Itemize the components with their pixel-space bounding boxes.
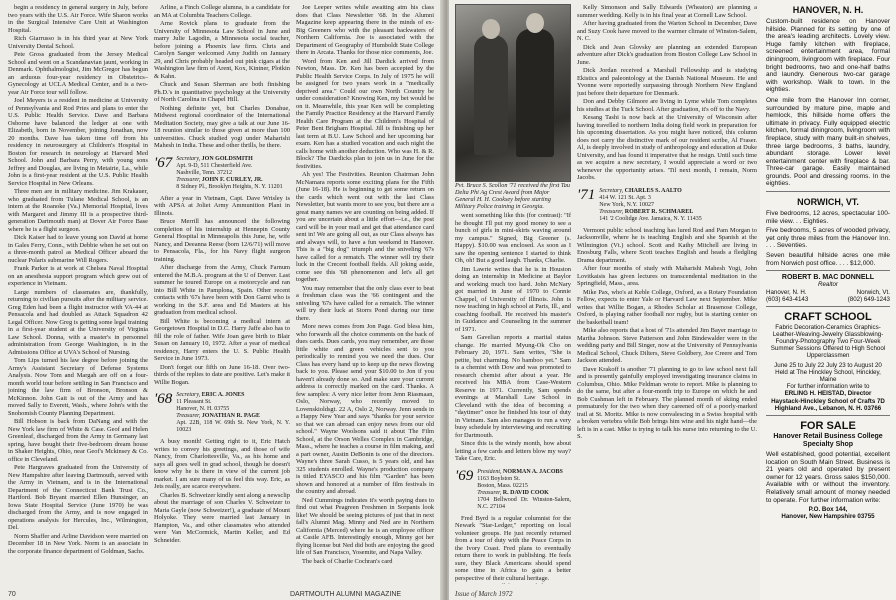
column-3 — [296, 4, 434, 586]
paragraph: Nothing definite yet, but Charles Donahue, Midwest regional coordinator of the International Meditation Society, may give a talk at our June 16-18 reunion similar to those given at more than 100 universities. Chuck studied yogi under Maharishi Mahesh in India. These and other thrills, be there. — [154, 104, 290, 149]
ad-text: Seven beautiful hillside acres one mile from Norwich post office. . . . $12,000. — [766, 252, 890, 267]
realtor-name: ROBERT B. MAC DONNELL — [781, 274, 875, 282]
ad-dates: June 25 to July 22 July 23 to August 20 — [774, 361, 882, 369]
class-officers: Secretary, JON GOLDSMITH Apt. 9-D, 511 Chesterfield Ave. Nashville, Tenn. 37212 Treasurer, JOHN F. CURLEY, JR. 8 Sidney Pl., Brooklyn Heights, N. Y. 11201 — [176, 155, 283, 190]
paragraph: The back of Charlie Cochran's card — [302, 557, 393, 565]
paragraph: Kelly Simonson and Sally Edwards (Wheaton) are planning a summer wedding. Kelly is in his final year at Cornell Law School. — [577, 4, 757, 19]
class-officers: Secretary, ERIC A. JONES 11 Pleasant St. Hanover, N. H. 03755 Treasurer, JONATHAN R. PAGE Apt. 22B, 118 W. 69th St. New York, N. Y. 10023 — [176, 392, 290, 433]
advertisements-column — [760, 0, 896, 600]
class-year: '71 — [577, 186, 596, 203]
person-figure — [474, 35, 508, 155]
paragraph: Charles B. Schweizer kindly sent along a newsclip about the marriage of son Charles V. Schweizer to Maria Gayle (now Schweizer!), a graduate of Mount Holyoke. They were married last January in Hampton, Va., and other classmates who attended were Van McCormick, Martin Keller, and Ed Schneider. — [154, 491, 290, 544]
ad-text: Five bedrooms, 5 acres of wooded privacy, yet only three miles from the Hanover Inn. . . . Seventies. — [766, 227, 890, 250]
column-1 — [8, 4, 148, 586]
paragraph: Rich Giarrusso is in his third year at New York University Dental School. — [8, 35, 148, 50]
paragraph: Bill White is becoming a medical intern at Georgetown Hospital in D.C. Harry Jaffe also has to fill the role of father. Wife Joan gave birth to Blair Susan on January 10, 1972. After a year of medical residency, Harry enters the U. S. Public Health Service in June 1973. — [154, 317, 290, 362]
paragraph: Jim Lawrie writes that he is in Houston doing an internship in Medicine at Baylor and working much too hard. John McNary got married in June of 1970 to Connie Chappel, of University of Illinois. John is now teaching in high school at Paris, Ill., and coaching football. He received his master's in Guidance and Counseling in the summer of 1971. — [455, 265, 571, 333]
paragraph: Joel Meyers is a resident in medicine at University of Pennsylvania and Rod Pries and plans to enter the U.S. Public Health Service. Dave and Barbara Osborne have balanced the ledger at one with Elizabeth, born in November, joining Jonathan, now 20 months. Dave has taken time off from his residency in neurosurgery at Children's Hospital in Boston for research in neurology at Harvard Med School. John and Barbara Perry, with young sons Jeffrey and Douglas, are living in Metairie, La., while John is a first-year resident at the U.S. Public Health Service Hospital in New Orleans. — [8, 97, 148, 187]
realtor-role: Realtor — [818, 281, 838, 289]
class-header-71 — [577, 188, 757, 223]
paragraph: After four months of study with Maharishi Mahesh Yogi, John Lovitkaisis has given lectures on transcendental meditation in the Springfield, Mass., area. — [577, 265, 757, 287]
paragraph: Fred Byrd is a regular columnist for the Newark "Star-Ledger," reporting on local volunteer groups. He just recently returned from a tour of duty with the Peace Corps in the Ivory Coast. Fred plans to eventually return there to work in publishing. He feels sure, they Black Americans should spend some time in Africa to gain a better perspective of their cultural heritage. — [455, 514, 571, 582]
ad-text: For further information write to — [786, 383, 870, 391]
paragraph: Word from Ken and Jill Dardick arrived from Newton, Mass. Dr. Ken has been accepted by the Public Health Service Corps. In July of 1975 he will be assigned for two years work in a "medically deprived area." Could our own North Country be under consideration? Knowing Ken, my bet would be on it. Meanwhile, this year Ken will be completing the Family Practice Residency at the Harvard Family Health Care Program at the Children's Hospital of Peter Bent Brigham Hospital. Jill is finishing up her last term at B.U. Law School and her upcoming bar exam. Ken has a studied vocation and each night the calls home with another deduction. Who was H. & R. Block? The Dardicks plan to join us in June for the festivities. — [296, 57, 434, 170]
class-year: '67 — [154, 154, 173, 171]
column-4 — [455, 212, 571, 584]
ad-contact: ERLING H. HEISTAD, Director — [784, 390, 872, 398]
ad-heading: CRAFT SCHOOL — [784, 310, 872, 323]
paragraph: Joe Leeper writes while awaiting atm his class does that Class Newsletter '68. In the Alumni Magazine keep appearing there in the minds of ex-Big Greeners who with the pleasant backwaters of Northern California. Joe is associated with the Department of Geography of Humboldt State College there in Arcata. Thanks for those nice comments, Joe. — [296, 4, 434, 56]
class-header-67 — [154, 156, 290, 191]
ad-text: Five bedrooms, 12 acres, spectacular 100-mile view. . . Eighties. — [766, 210, 890, 225]
photo-caption: Pvt. Bruce S. Scollon '71 received the first Tau Delta Phi Ag Crest Award from Major General H. H. Cooksey before starting Military Police training in Georgia. — [455, 182, 570, 210]
paragraph: Vermont public school teaching has lured Rod and Pam Morgan to Jacksonville, where he is teaching English and she Spanish at the Wilmington (Vt.) school. Scott and Kathy Mitchell are living in Enosburg Falls, where Scott teaches English and heads a fledgling Drama department. — [577, 226, 757, 264]
ad-box: P.O. Box 144, — [808, 506, 848, 514]
paragraph: After discharge from the Army, Chuck Farnum entered the M.B.A. program at the U of Denver. Last summer he toured Europe on a motorcycle and ran into Bill White in Pamplona, Spain. Other recent contacts with '67s have been with Don Garni who is working in the S.F. area and Ed Masters at his graduation from medical school. — [154, 264, 290, 316]
ad-text: Fabric Decoration-Ceramics Graphics-Leather-Weaving-Jewelry Glassblowing-Foundry-Photography Two Four-Week Summer Sessions Offered to High School Upperclassmen — [770, 323, 886, 360]
paragraph: Pete Gross graduated from the Jersey Medical School and went on a Scandanavian jaunt, working in Denmark. Ophthalmologist, Jim McGregor has begun an arduous four-year residency in Obstetrics–Gynecology at UCLA Medical Center, and is a two-year Air Force tour will follow. — [8, 51, 148, 96]
ad-text: One mile from the Hanover Inn corner, surrounded by mature pine, maple and hemlock, this hillside home offers the ultimate in privacy. Fully equipped electric kitchen, formal diningroom, livingroom with fireplace, study with many built-in shelves, three large bedrooms, 3 baths, laundry, abundant storage. Lower level entertainment center with fireplace & bar. Three-car garage. Easily maintained grounds. Pool and dressing rooms. In the eighties. — [766, 96, 890, 188]
ad-heading: FOR SALE — [800, 420, 856, 433]
paragraph: Mike also reports that a host of '71s attended Jim Bayer marriage to Martha Johnson. Steve Patterson and John Bindewalder were in the wedding party and Bill Singer, now at the University of Pennsylvania Medical School, Chuck Dilters, Steve Goldbery, Joe Creere and Tom Jackson attended. — [577, 327, 757, 364]
ad-norwich-homes — [766, 192, 890, 271]
paragraph: Don't forget our fifth on June 16-18. Over two-thirds of the replies to date are positive. Let's make it Willie Bogan. — [154, 363, 290, 386]
paragraph: Tom Lips turned his law degree before joining the Army's Assistant Secretary of Defense Systems Analysis. Now Tom and Margah are off on a four-month world tour before settling in San Francisco and joining the law firm of Bronson, Bronson & McKinnon. John Gait is out of the Army and has moved Sally to Everett, Wash., where John's with the Snohomish County Planning Department. — [8, 357, 148, 417]
award-photo — [455, 4, 571, 182]
column-5 — [577, 4, 757, 586]
ad-address: Hanover, New Hampshire 03755 — [781, 513, 875, 521]
paragraph: Norm Shaffer and Arline Davidson were married on December 18 in New York. Norm is an associate in the corporate finance department of Goldman, Sachs. — [8, 532, 148, 555]
paragraph: Dick and Jean Glovsky are planning an extended European adventure after Dick's graduation from Boston College Law School in June. — [577, 43, 757, 66]
paragraph: Ned Cummings indicates it's worth paying dues to find out what Peagreen Freshmen in Sorpants look like! We should be seeing pictures of just that in next fall's Alumni Mag. Minny and Ned are in Northern California (Merced) where he is an employee officer at Castle AFB. Interestingly enough, Minny got her flying license but Ned did both are enjoying the good life of San Francisco, Yosemite, and Napa Valley. — [296, 496, 434, 556]
ad-text: Custom-built residence on Hanover hillside. Planned for its setting by one of the area's leading architects. Lovely view. Huge family kitchen with fireplace, screened entertainment area, formal diningroom, livingroom with fireplace. Four bright bedrooms, two and one-half baths and laundry. Generous two-car garage with workshop. Walk to town. In the eighties. — [766, 18, 890, 94]
person-head — [526, 13, 544, 33]
realtor-phones: (603) 643-4143 (802) 649-1243 — [766, 295, 890, 303]
ad-hanover-homes — [766, 0, 890, 192]
paragraph: Dick Kaiser had to leave young son David at home in Gales Ferry, Conn., with Debbie when he set out on a three-month patrol as Medical Officer aboard the nuclear Polaris submarine Will Rogers. — [8, 234, 148, 264]
person-figure — [516, 29, 554, 157]
paragraph: Pete Hargraves graduated from the University of New Hampshire after leaving Dartmouth, served with the Army in Vietnam, and is in the International Department of the Connecticut Bank Trust Co., Hartford. Bob Bryant married Ellen Hunsinger, an Iowa State Hospital Service (June 1970) he was discharged from the Army, and is now engaged in operations analysis for Hercules, Inc., Wilmington, Del. — [8, 464, 148, 531]
paragraph: After a year in Vietnam, Capt. Dave Wrisley is with APSA at Joliet Army Ammunition Plant in Illinois. — [154, 194, 290, 217]
ad-subheading: Hanover Retail Business College Specialty Shop — [773, 433, 883, 449]
paragraph: Arne Rovick plans to graduate from the University of Minnesota Law School in June and marry Julie Lagodin, a Minnesota social teacher, before joining a Phoenix law firm. Chris and Carolyn Sanger welcomed Amy Judith on January 29, and Chris probably headed out pink cigars at the Washington law firm of Arent, Kox, Kintner, Plotkin & Kahn. — [154, 20, 290, 80]
paragraph: Three men are in military medicine. Jim Krakauer, who graduated from Tulane Medical School, is an intern at the Roanoke (Va.) Memorial Hospital, lives with Margaret and Jimmy III is a prospective third-generation Dartmouth man) at Dover Air Force Base where he is a flight surgeon. — [8, 188, 148, 233]
left-page — [0, 0, 446, 600]
paragraph: Mike Pax, who's at Keble College, Oxford, as a Rotary Foundation Fellow, expects to enter Yale or Harvard Law next September. Mike writes that Willie Bogan, a Rhodes Scholar at Brasenose College, Oxford, is playing rather football nor rugby, but is starting center on the basketball team! — [577, 288, 757, 326]
column-2 — [154, 4, 290, 586]
magazine-title: DARTMOUTH ALUMNI MAGAZINE — [290, 591, 402, 598]
paragraph: Don and Debby Gilmore are living in Lyme while Tom completes his studies at the Tuck School. After graduation, it's off to the Navy. — [577, 98, 757, 113]
class-officers: President, NORMAN A. JACOBS 1163 Boylston St. Boston, Mass. 02215 Treasurer, R. DAVID COOK 1704 Bellwood Dr. Winston-Salem, N.C. 27104 — [477, 468, 571, 510]
ad-craft-school — [766, 307, 890, 416]
paragraph: Arline, a Finch College alumna, is a candidate for an MA at Columbia Teachers College. — [154, 4, 290, 19]
ad-text: Well established, good potential, excellent location on South Main Street. Business is 21 years old and operated by present owner for 12 years. Gross sales $150,000. Available with or without the inventory. Relatively small amount of money needed to operate. For further information write: — [766, 451, 890, 504]
paragraph: Since this is the windy month, how about letting a few cards and letters blow my way? Take Care, Eric. — [455, 440, 571, 462]
paragraph: After having graduated from the Warton School in December, Dave and Suzy Cook have moved to the warmer climate of Winston-Salem, N. C. — [577, 20, 757, 42]
page-number-left: 70 — [8, 591, 16, 598]
paragraph: begin a residency in general surgery in July, before two years with the U.S. Air Force. Wife Sharon works in the Surgical Intensive Care Unit at Washington Hospital. — [8, 4, 148, 34]
ad-heading: HANOVER, N. H. — [792, 5, 864, 15]
class-header-69 — [455, 469, 571, 511]
paragraph: Chuck and Susan Sherman are both finishing Ph.D.'s in quantitative psychology at the University of North Carolina in Chapel Hill. — [154, 81, 290, 103]
class-year: '69 — [455, 467, 474, 484]
paragraph: Frank Parker is at work at Chelsea Naval Hospital on an anesthesia support program which grew out of experience in Vietnam. — [8, 265, 148, 287]
ad-text: Held at The Hinckley School, Hinckley, Maine — [775, 368, 881, 384]
paragraph: went something like this (for contrast): "If he thought I'll put my good money to see a bunch of girls in mini-skirts waving around my campus." Signed, Big Greener (s. Happy). $10.00 was enclosed. As soon as I saw the opening sentence I started to think Oh, oh! But a good laugh. Thanks, Charlie. — [455, 212, 571, 264]
ad-for-sale — [766, 416, 890, 524]
paragraph: Sam Gavelian reports a marital status change. He married Myung-Ok Cho on February 20, 1971. Sam writes, "She is petite, but charming. No bamboo yet." Sam is a chemist with Dow and was promoted to research chemist after about a year. He received his MBA from Case-Western Reserve in 1971. Currently, Sam spends evenings at Marshall Law School in Cleveland with the idea of becoming a "daytimer" once he finished his tour of duty in Vietnam. Sam also manages to run a very busy schedule by interviewing and recruiting for Dartmouth. — [455, 334, 571, 439]
realtor-locations: Hanover, N. H. Norwich, Vt. — [766, 288, 890, 296]
paragraph: More news comes from Jon Page. God bless him, who forwards all the choice comments on the back of dues cards. Dues cards, you may remember, are those little white and green vehicles sent to you periodically to remind you we need the dues. Our Class has every hand up to keep up the news flowing back to you. Please send your $10.00 to Jon if you haven't already done so. And make sure your current address is correctly marked on the card. Thanks. A few samples: A very nice letter from Jenn Riasmaan, Oslo, Norway, who recently moved to Lovenskioldsgt. 22 A, Oslo 2, Norway. Jenn sends in a Happy New Year and says "thanks for your service so that we can abroad can enjoy news from our old school." Wayne Woolsons said it about The Film School, at the Orson Welles Complex in Cambridge, Mass., where he teaches a course in film making, and a part owner, Austin DeBonin is one of the directors. Wayne's three Sarah Cusso, is 5 years old, and has 325 students enrolled. Wayne's production company is titled EYASCO and his film "Garden" has been shown and honored at a number of film festivals in the country and abroad. — [296, 323, 434, 495]
paragraph: A busy month! Getting right to it, Eric Hatch writes to convey his greetings, and those of wife Nancy, from Charlottesville, Va., as his home and says all goes well in grad school, though he doesn't know why he is there in view of the current job market. I am sure many of us feel this way. Eric, as Jets really, are scarce everywhere. — [154, 438, 290, 490]
paragraph: Bill Hobson is back from DaNang and with the New York law firm of White & Case. Geof and Helen Greenleaf, discharged from the Army in Germany last spring, have bought their five-bedroom dream house in Shaker Heights, Ohio, near Geof's Mckinsey & Co. office in Cleveland. — [8, 418, 148, 463]
paragraph: Dave Krakoff is another '71 planning to go to law school next fall and is presently gainfully employed investigating insurance claims in Columbus, Ohio. Mike Feldman wrote to report. Mike is planning to do the same, but after a four-month trip to Europe on which he and Bob Cushman left in February. The planned month of skiing ended prematurely for the two when they careened off of a poorly-marked trail at St. Moritz. Mike is now convalescing in a Swiss hospital with a broken vertebra while Bob brings him wine and his night hand—the left is in a cast. Mike is trying to talk his nurse into returning to the U. S. — [577, 365, 757, 440]
paragraph: Ah yes! The Festivities. Reunion Chairman John McNamara reports some exciting plans for the Fifth (June 16-18). He is beginning to get some return on the cards which went out with the last Class Newsletter, but wants more to see you, but there are a great many names we are counting on being added. If you are uncertain about a little effort—i.e., the post card will be in your mail and get that attendance card sent in! We are going all out, as our Class always has and always will, to have a fun weekend in Hanover. This is a "big dog" triumph and the sniveling '67s have called for a rematch. The winner will try their luck in the Crecent football fields. All joking aside, come see this '68 phenomenon and let's all get together. — [296, 171, 434, 283]
paragraph: You may remember that the only class ever to beat a freshman class was the '66 contingent and the sniveling '67s have called for a rematch. The winner will try their luck at Storrs Pond during our time there. — [296, 284, 434, 322]
class-officers: Secretary, CHARLES S. AALTO 414 W. 121 St. Apt. 3 New York, N.Y. 10027 Treasurer, ROBERT R. SCHMAREL 141 '2 Coolidge Ave. Jamaica, N. Y. 11435 — [599, 187, 702, 222]
paragraph: Kesang Tashi is now back at the University of Wisconsin after having travelled to northern India doing field work in preparation for his upcoming dissertation. As you might have noticed, this column does not carry the distinctive mark of our resident scribe, Al Fraser. Al, is deeply involved in study of anthropology and education at Duke University, and has found it imperative that he resign. Until such time as we acquire a new secretary, I would appreciate a word or two whenever the opportunity arises. 'Til next month, I remain, Norm Jacobs. — [577, 114, 757, 181]
paragraph — [455, 583, 571, 584]
person-head — [482, 19, 500, 39]
ad-heading: NORWICH, VT. — [797, 197, 859, 208]
class-header-68 — [154, 392, 290, 434]
class-year: '68 — [154, 391, 173, 407]
ad-address: Haystack-Hinckley School of Crafts 7D Highland Ave., Lebanon, N. H. 03766 — [771, 397, 885, 412]
paragraph: Large numbers of classmates are, thankfully, returning to civilian pursuits after the military service. Greg Eden had been a flight instructor with VA-44 at Pensacola and had doubled as Attack Squadron 42 Legal Officer. Now Greg is getting some legal training in a first-year student at the University of Virginia Law School. Donna, with a master's in personnel administration from George Washington, is in the Admissions Office at UVA's School of Nursing. — [8, 288, 148, 356]
issue-date: Issue of March 1972 — [455, 590, 513, 598]
paragraph: Bruce Merrill has announced the following completion of his internship at Hennepin County General Hospital in Minneapolis this June, he, wife Nancy, and Deeanna Reese (born 12/6/71) will move to Pensacola, Fla., for his Navy flight surgeon training. — [154, 218, 290, 263]
paragraph: Dick Jordan received a Marshall Fellowship and is studying Ekistics and paleontology at the Danish National Museum. He and Yvonne were reportedly surpassing through Northern New England just before their departure for Denmark. — [577, 67, 757, 97]
ad-realtor — [766, 271, 890, 306]
